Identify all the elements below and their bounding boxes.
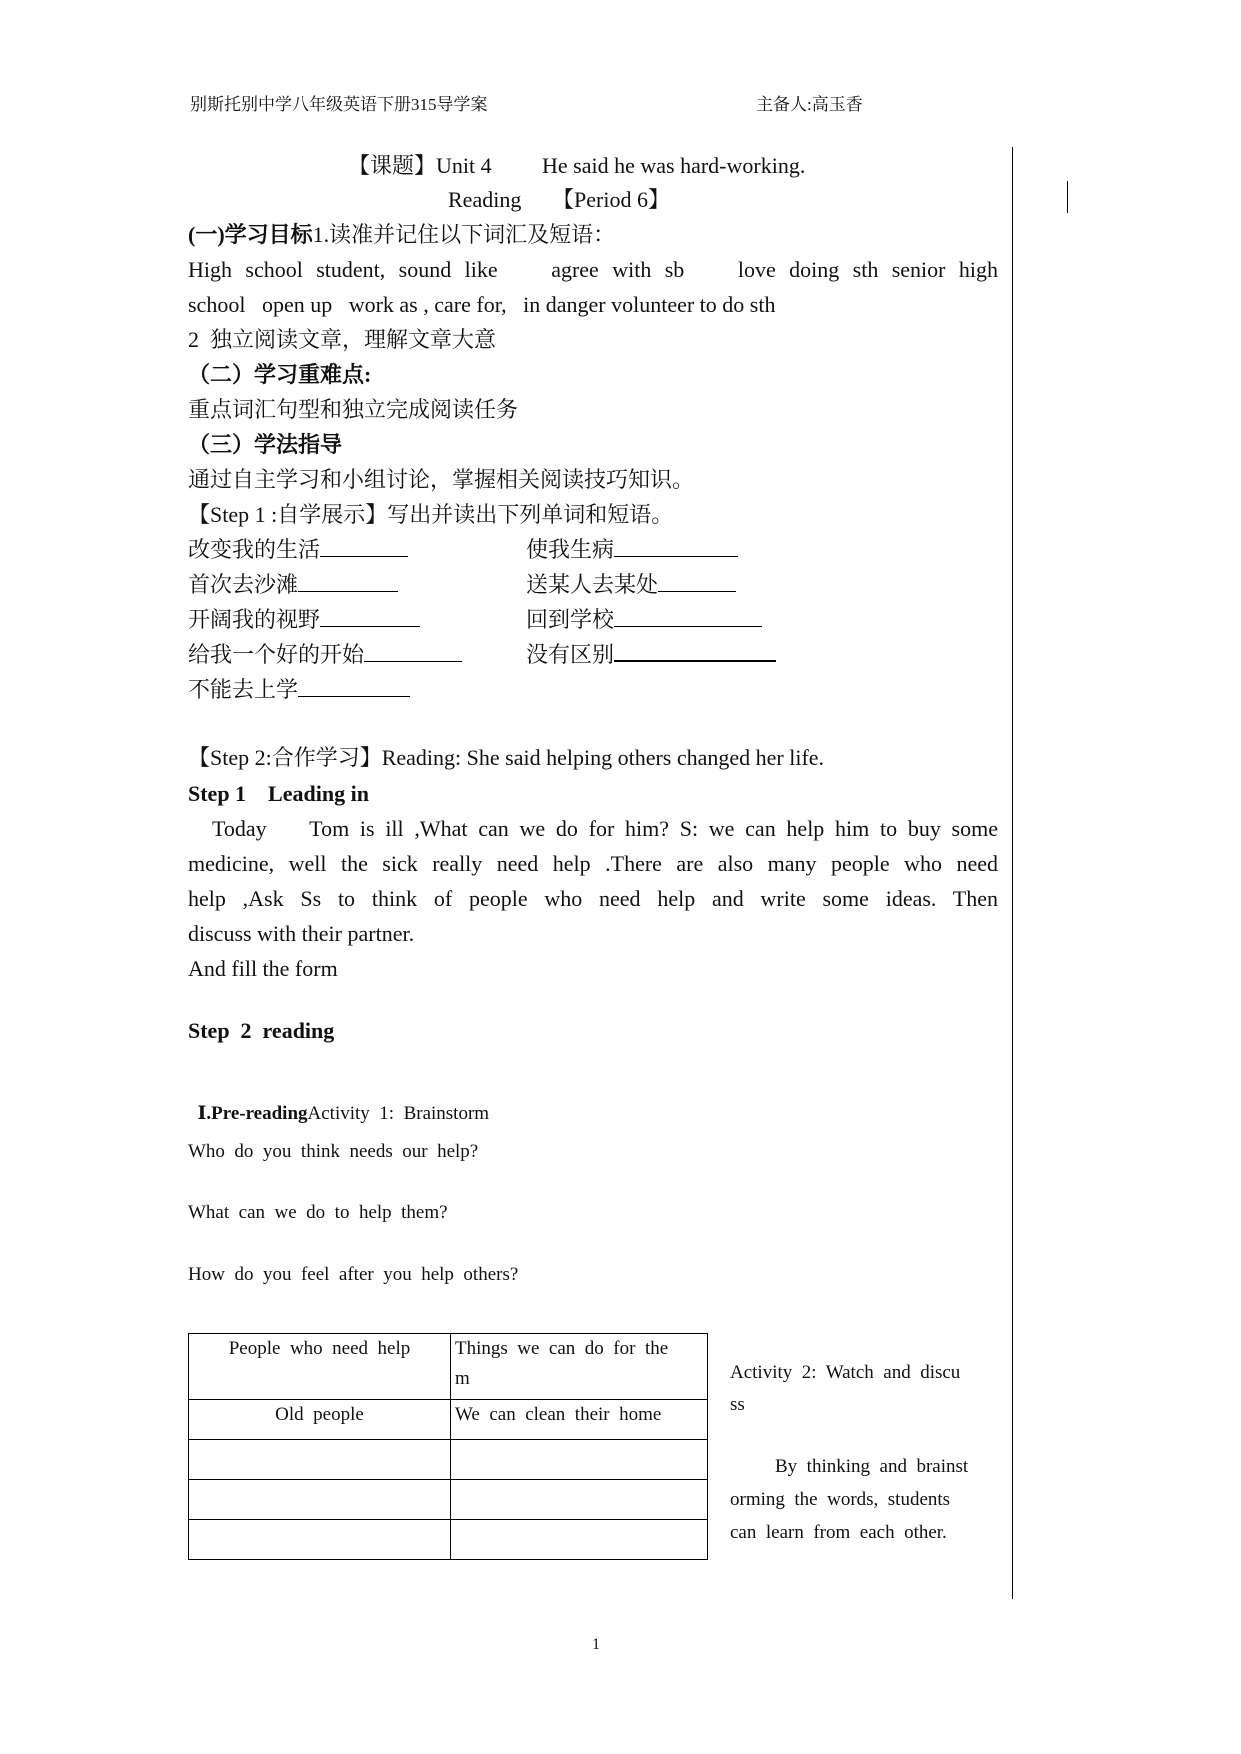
question-3: How do you feel after you help others? (188, 1264, 519, 1285)
cell-text: Old people (275, 1404, 364, 1425)
phrase-right-3 (526, 602, 762, 637)
phrase-label: 不能去上学 (188, 677, 299, 702)
phrase-label: 送某人去某处 (526, 572, 659, 597)
phrase-label: 首次去沙滩 (188, 572, 299, 597)
objectives-line (188, 217, 615, 252)
phrase-label: 没有区别 (526, 642, 615, 667)
question-2: What can we do to help them? (188, 1202, 448, 1223)
leading-in-line-1: Today Tom is ill ,What can we do for him? S: we can help him to buy some (212, 816, 998, 841)
table-header-people (189, 1334, 451, 1400)
reading-heading: Step 2 reading (188, 1018, 335, 1043)
answer-blank[interactable] (614, 638, 776, 662)
margin-mark (1067, 181, 1068, 213)
leading-in-line-4: discuss with their partner. (188, 921, 415, 946)
objectives-heading: (一)学习目标 (188, 222, 313, 247)
table-cell[interactable] (451, 1400, 708, 1440)
phrase-label: 改变我的生活 (188, 537, 321, 562)
answer-blank[interactable] (614, 604, 762, 627)
phrase-left-5 (188, 672, 410, 707)
page-number: 1 (592, 1636, 600, 1653)
pre-reading-label: Ⅰ.Pre-reading (197, 1103, 308, 1124)
activity2-para-2: orming the words, students (730, 1489, 951, 1510)
vocab-line-1: High school student, sound like agree with sb love doing sth senior high (188, 257, 998, 282)
phrase-label: 使我生病 (526, 537, 615, 562)
table-cell[interactable] (189, 1480, 451, 1520)
objectives-item2: 2 独立阅读文章，理解文章大意 (188, 327, 497, 352)
answer-blank[interactable] (298, 569, 398, 592)
activity1-label: Activity 1: Brainstorm (307, 1103, 490, 1124)
phrase-label: 开阔我的视野 (188, 607, 321, 632)
activity2-line-1: Activity 2: Watch and discu (730, 1362, 961, 1383)
lesson-title: He said he was hard-working. (542, 153, 806, 178)
table-cell[interactable] (451, 1520, 708, 1560)
answer-blank[interactable] (614, 534, 738, 557)
lesson-period: 【Period 6】 (552, 187, 670, 212)
table-cell[interactable] (189, 1520, 451, 1560)
phrase-left-1 (188, 532, 408, 567)
table-header-things (451, 1334, 708, 1400)
question-1: Who do you think needs our help? (188, 1141, 479, 1162)
table-row (189, 1440, 708, 1480)
vocab-line-2: school open up work as , care for, in danger volunteer to do sth (188, 292, 776, 317)
step1-self-heading: 【Step 1 :自学展示】写出并读出下列单词和短语。 (188, 502, 674, 527)
right-margin-rule (1012, 147, 1013, 1599)
leading-in-line-2: medicine, well the sick really need help .There are also many people who need (188, 851, 998, 876)
phrase-right-4 (526, 637, 776, 672)
help-form-table (188, 1333, 708, 1560)
header-text: People who need help (228, 1338, 411, 1359)
activity2-para-3: can learn from each other. (730, 1522, 947, 1543)
cell-text: We can clean their home (455, 1404, 662, 1425)
leading-in-line-5: And fill the form (188, 956, 338, 981)
lesson-subtitle-reading: Reading (448, 187, 522, 212)
phrase-label: 给我一个好的开始 (188, 642, 365, 667)
leading-in-heading: Step 1 Leading in (188, 781, 369, 806)
key-points-heading: （二）学习重难点: (188, 362, 372, 387)
table-header-row (189, 1334, 708, 1400)
header-left: 别斯托别中学八年级英语下册315导学案 (190, 95, 488, 114)
leading-in-line-3: help ,Ask Ss to think of people who need help and write some ideas. Then (188, 886, 998, 911)
objectives-item1: 1.读准并记住以下词汇及短语： (312, 222, 616, 247)
phrase-right-1 (526, 532, 738, 567)
method-heading: （三）学法指导 (188, 432, 343, 457)
table-row (189, 1520, 708, 1560)
answer-blank[interactable] (298, 674, 410, 697)
table-cell[interactable] (451, 1480, 708, 1520)
table-cell[interactable] (189, 1440, 451, 1480)
table-cell[interactable] (189, 1400, 451, 1440)
step2-coop-heading: 【Step 2:合作学习】Reading: She said helping others changed her life. (188, 745, 825, 770)
table-row (189, 1480, 708, 1520)
answer-blank[interactable] (658, 569, 736, 592)
answer-blank[interactable] (364, 639, 462, 662)
answer-blank[interactable] (320, 534, 408, 557)
phrase-right-2 (526, 567, 736, 602)
pre-reading-line (188, 1080, 489, 1125)
header-text: m (455, 1368, 470, 1389)
header-right: 主备人:高玉香 (756, 95, 863, 114)
lesson-title-prefix: 【课题】Unit 4 (348, 153, 492, 178)
method-text: 通过自主学习和小组讨论，掌握相关阅读技巧知识。 (188, 467, 695, 492)
key-points-text: 重点词汇句型和独立完成阅读任务 (188, 397, 519, 422)
phrase-left-4 (188, 637, 462, 672)
table-cell[interactable] (451, 1440, 708, 1480)
phrase-label: 回到学校 (526, 607, 615, 632)
activity2-line-2: ss (730, 1394, 745, 1415)
phrase-left-3 (188, 602, 420, 637)
header-text: Things we can do for the (455, 1338, 669, 1359)
table-row (189, 1400, 708, 1440)
activity2-para-1: By thinking and brainst (775, 1456, 969, 1477)
phrase-left-2 (188, 567, 398, 602)
answer-blank[interactable] (320, 604, 420, 627)
